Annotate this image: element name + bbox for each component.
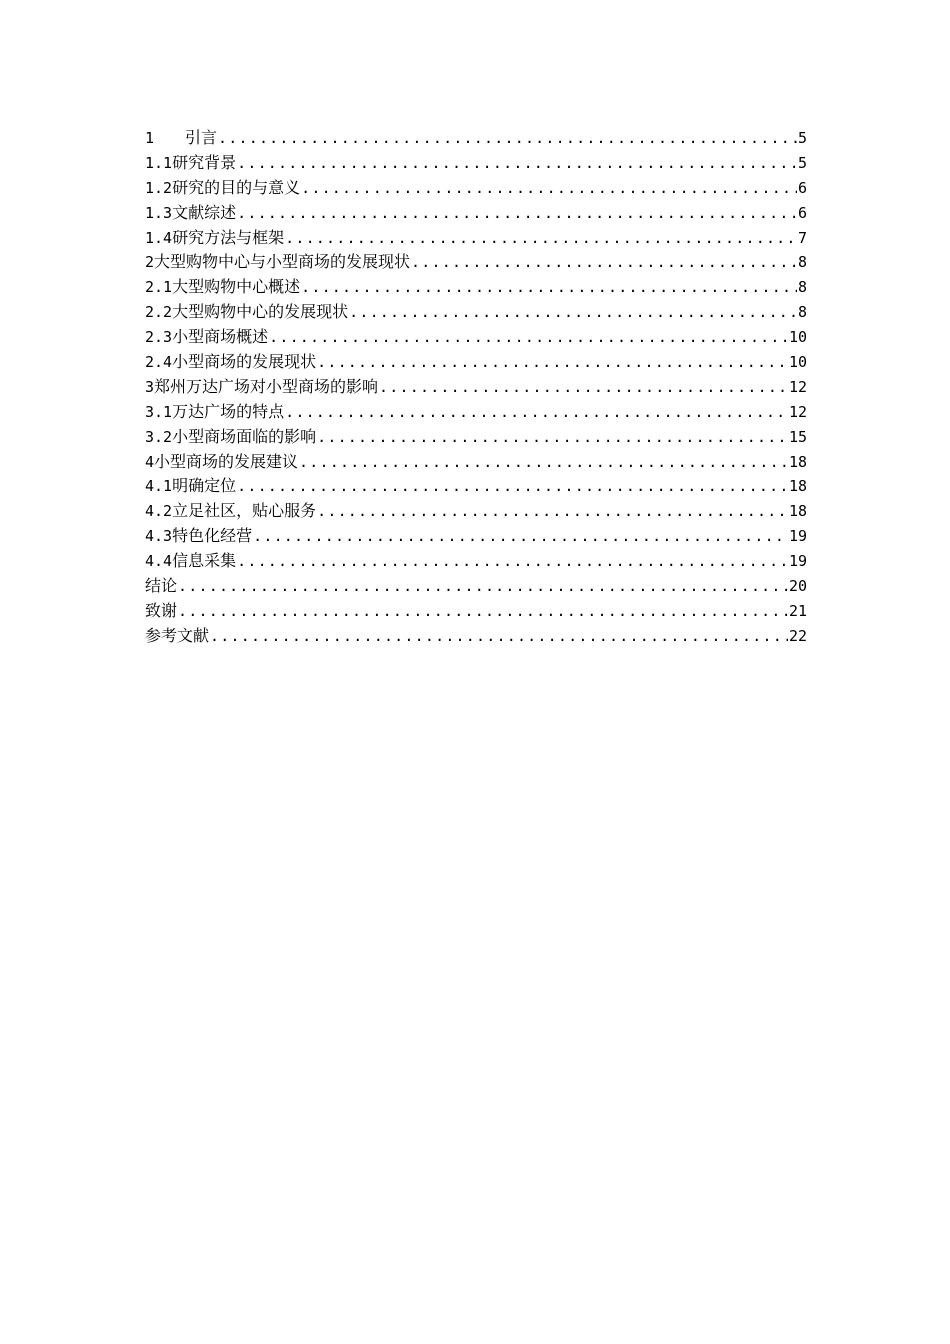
- toc-dot-leader: [253, 524, 788, 549]
- toc-dot-leader: [269, 325, 788, 350]
- toc-entry-page: 6: [797, 178, 807, 197]
- toc-entry-title: 小型商场面临的影响: [172, 426, 317, 446]
- toc-entry-page: 22: [788, 626, 807, 645]
- toc-entry-number: 4.3: [145, 527, 173, 546]
- toc-entry[interactable]: [145, 151, 807, 176]
- toc-entry-page: 8: [797, 303, 807, 322]
- toc-entry-title: 明确定位: [172, 476, 237, 496]
- toc-entry-title: 信息采集: [172, 551, 237, 571]
- toc-entry[interactable]: [145, 624, 807, 649]
- toc-entry[interactable]: [145, 300, 807, 325]
- toc-entry-number: 4.2: [145, 502, 173, 521]
- toc-entry-number: 1.4: [145, 228, 173, 247]
- toc-dot-leader: [237, 151, 797, 176]
- toc-entry[interactable]: [145, 425, 807, 450]
- toc-entry[interactable]: [145, 350, 807, 375]
- toc-entry-page: 7: [797, 228, 807, 247]
- toc-entry-page: 10: [788, 328, 807, 347]
- toc-entry-page: 10: [788, 353, 807, 372]
- toc-dot-leader: [317, 499, 788, 524]
- toc-entry-title: 特色化经营: [172, 526, 253, 546]
- toc-entry-title: 参考文献: [145, 625, 210, 645]
- toc-entry[interactable]: [145, 549, 807, 574]
- toc-entry-title: 小型商场概述: [172, 327, 269, 347]
- toc-entry[interactable]: [145, 450, 807, 475]
- toc-entry-title: 大型购物中心概述: [172, 277, 301, 297]
- toc-entry[interactable]: [145, 375, 807, 400]
- toc-dot-leader: [317, 350, 788, 375]
- toc-dot-leader: [317, 425, 788, 450]
- toc-entry-title: 研究的目的与意义: [172, 177, 301, 197]
- toc-dot-leader: [301, 176, 797, 201]
- toc-entry[interactable]: [145, 574, 807, 599]
- toc-entry-page: 5: [797, 129, 807, 147]
- toc-entry-page: 5: [797, 153, 807, 172]
- toc-entry-number: 4.4: [145, 552, 173, 571]
- toc-entry-number: 3: [145, 377, 155, 396]
- toc-entry-page: 19: [788, 552, 807, 571]
- toc-entry[interactable]: [145, 275, 807, 300]
- toc-entry-number: 2.2: [145, 303, 173, 322]
- toc-dot-leader: [349, 300, 797, 325]
- toc-entry-title: 万达广场的特点: [172, 401, 285, 421]
- toc-entry-title: 小型商场的发展建议: [154, 451, 299, 471]
- toc-entry-number: 1.2: [145, 178, 173, 197]
- toc-dot-leader: [237, 474, 788, 499]
- toc-entry-page: 8: [797, 253, 807, 272]
- toc-entry-title: 引言: [185, 128, 218, 147]
- toc-entry-number: 3.1: [145, 402, 173, 421]
- toc-entry[interactable]: [145, 325, 807, 350]
- toc-entry[interactable]: [145, 176, 807, 201]
- toc-entry-page: 18: [788, 452, 807, 471]
- toc-entry-page: 20: [788, 577, 807, 596]
- toc-entry[interactable]: [145, 126, 807, 151]
- toc-entry[interactable]: [145, 250, 807, 275]
- toc-dot-leader: [218, 126, 797, 151]
- toc-entry-number: 2: [145, 253, 155, 272]
- toc-entry-title: 立足社区，贴心服务: [172, 501, 317, 521]
- toc-entry-number: 1.3: [145, 203, 173, 222]
- toc-entry[interactable]: [145, 599, 807, 624]
- toc-entry[interactable]: [145, 474, 807, 499]
- toc-entry-title: 研究方法与框架: [172, 227, 285, 247]
- toc-entry-number: 4.1: [145, 477, 173, 496]
- toc-dot-leader: [178, 574, 788, 599]
- toc-entry-title: 大型购物中心与小型商场的发展现状: [154, 252, 411, 272]
- toc-dot-leader: [285, 400, 788, 425]
- toc-entry-number: 2.4: [145, 353, 173, 372]
- toc-entry[interactable]: [145, 400, 807, 425]
- toc-entry-number: 3.2: [145, 427, 173, 446]
- toc-entry-page: 18: [788, 502, 807, 521]
- toc-entry-page: 12: [788, 377, 807, 396]
- table-of-contents: [145, 126, 807, 649]
- toc-entry[interactable]: [145, 226, 807, 251]
- toc-entry-title: 研究背景: [172, 152, 237, 172]
- toc-entry[interactable]: [145, 524, 807, 549]
- toc-dot-leader: [178, 599, 788, 624]
- toc-dot-leader: [411, 250, 797, 275]
- toc-dot-leader: [237, 201, 797, 226]
- toc-entry-title: 文献综述: [172, 202, 237, 222]
- toc-entry-page: 19: [788, 527, 807, 546]
- toc-entry-title: 大型购物中心的发展现状: [172, 302, 349, 322]
- toc-entry-number: 1.1: [145, 153, 173, 172]
- toc-entry-title: 郑州万达广场对小型商场的影响: [154, 376, 379, 396]
- toc-entry-number: 4: [145, 452, 155, 471]
- toc-entry-number: 1: [145, 129, 155, 147]
- toc-entry-page: 15: [788, 427, 807, 446]
- toc-dot-leader: [285, 226, 797, 251]
- toc-entry-title: 结论: [145, 576, 178, 596]
- toc-entry-number: 2.3: [145, 328, 173, 347]
- toc-dot-leader: [301, 275, 797, 300]
- toc-dot-leader: [299, 450, 788, 475]
- toc-dot-leader: [379, 375, 788, 400]
- toc-dot-leader: [237, 549, 788, 574]
- toc-entry-page: 6: [797, 203, 807, 222]
- toc-entry-number: 2.1: [145, 278, 173, 297]
- toc-entry-title: 小型商场的发展现状: [172, 352, 317, 372]
- toc-entry-page: 21: [788, 601, 807, 620]
- toc-entry-page: 18: [788, 477, 807, 496]
- toc-entry[interactable]: [145, 499, 807, 524]
- toc-entry-title: 致谢: [145, 600, 178, 620]
- toc-entry-page: 8: [797, 278, 807, 297]
- toc-dot-leader: [210, 624, 788, 649]
- toc-entry[interactable]: [145, 201, 807, 226]
- toc-entry-page: 12: [788, 402, 807, 421]
